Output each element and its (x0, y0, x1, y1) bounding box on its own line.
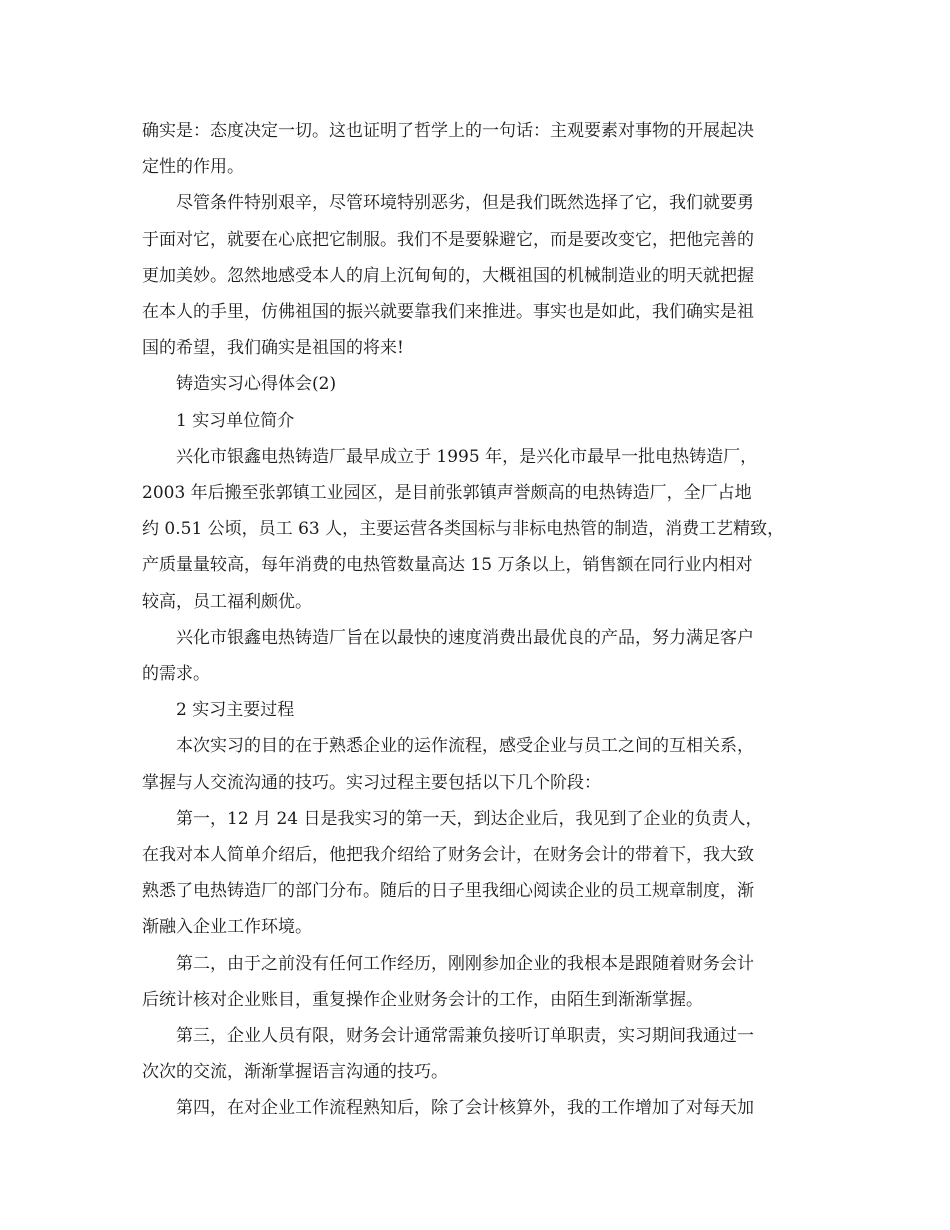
text-line: 约 0.51 公顷，员工 63 人，主要运营各类国标与非标电热管的制造，消费工艺精致， (142, 519, 785, 540)
text-line: 2003 年后搬至张郭镇工业园区，是目前张郭镇声誉颇高的电热铸造厂，全厂占地 (142, 483, 752, 504)
paragraph (142, 1090, 822, 1126)
text-line: 渐融入企业工作环境。 (142, 917, 312, 938)
text-line: 产质量量较高，每年消费的电热管数量高达 15 万条以上，销售额在同行业内相对 (142, 555, 753, 576)
text-line: 在本人的手里，仿佛祖国的振兴就要靠我们来推进。事实也是如此，我们确实是祖 (142, 302, 754, 323)
text-line: 后统计核对企业账目，重复操作企业财务会计的工作，由陌生到渐渐掌握。 (142, 989, 703, 1010)
paragraph (142, 185, 822, 366)
text-line: 本次实习的目的在于熟悉企业的运作流程，感受企业与员工之间的互相关系， (176, 736, 754, 757)
text-line: 较高，员工福利颇优。 (142, 591, 312, 612)
text-line: 确实是：态度决定一切。这也证明了哲学上的一句话：主观要素对事物的开展起决 (142, 121, 754, 141)
text-line: 1 实习单位简介 (176, 410, 295, 431)
paragraph (142, 946, 822, 1018)
text-line: 国的希望，我们确实是祖国的将来! (142, 338, 404, 359)
paragraph (142, 728, 822, 800)
text-line: 兴化市银鑫电热铸造厂旨在以最快的速度消费出最优良的产品，努力满足客户 (176, 627, 754, 648)
text-line: 熟悉了电热铸造厂的部门分布。随后的日子里我细心阅读企业的员工规章制度，渐 (142, 881, 754, 902)
paragraph (142, 1018, 822, 1090)
text-line: 第一，12 月 24 日是我实习的第一天，到达企业后，我见到了企业的负责人， (176, 808, 763, 829)
paragraph (142, 403, 822, 439)
paragraph (142, 692, 822, 728)
text-line: 铸造实习心得体会(2) (176, 374, 337, 395)
text-line: 第二，由于之前没有任何工作经历，刚刚参加企业的我根本是跟随着财务会计 (176, 953, 754, 974)
paragraph (142, 620, 822, 692)
text-line: 掌握与人交流沟通的技巧。实习过程主要包括以下几个阶段： (142, 772, 601, 793)
text-line: 第四，在对企业工作流程熟知后，除了会计核算外，我的工作增加了对每天加 (176, 1098, 754, 1119)
text-line: 更加美妙。忽然地感受本人的肩上沉甸甸的，大概祖国的机械制造业的明天就把握 (142, 265, 754, 286)
text-line: 定性的作用。 (142, 157, 244, 178)
text-line: 的需求。 (142, 664, 210, 685)
paragraph (142, 366, 822, 402)
paragraph (142, 801, 822, 946)
text-line: 2 实习主要过程 (176, 700, 295, 721)
text-line: 第三，企业人员有限，财务会计通常需兼负接听订单职责，实习期间我通过一 (176, 1026, 754, 1047)
text-line: 尽管条件特别艰辛，尽管环境特别恶劣，但是我们既然选择了它，我们就要勇 (176, 193, 754, 214)
paragraph (142, 439, 822, 620)
text-line: 兴化市银鑫电热铸造厂最早成立于 1995 年，是兴化市最早一批电热铸造厂， (176, 446, 758, 467)
text-line: 在我对本人简单介绍后，他把我介绍给了财务会计，在财务会计的带着下，我大致 (142, 845, 754, 866)
paragraph (142, 113, 822, 185)
document-body (142, 113, 822, 1127)
text-line: 于面对它，就要在心底把它制服。我们不是要躲避它，而是要改变它，把他完善的 (142, 229, 754, 250)
text-line: 次次的交流，渐渐掌握语言沟通的技巧。 (142, 1062, 448, 1083)
